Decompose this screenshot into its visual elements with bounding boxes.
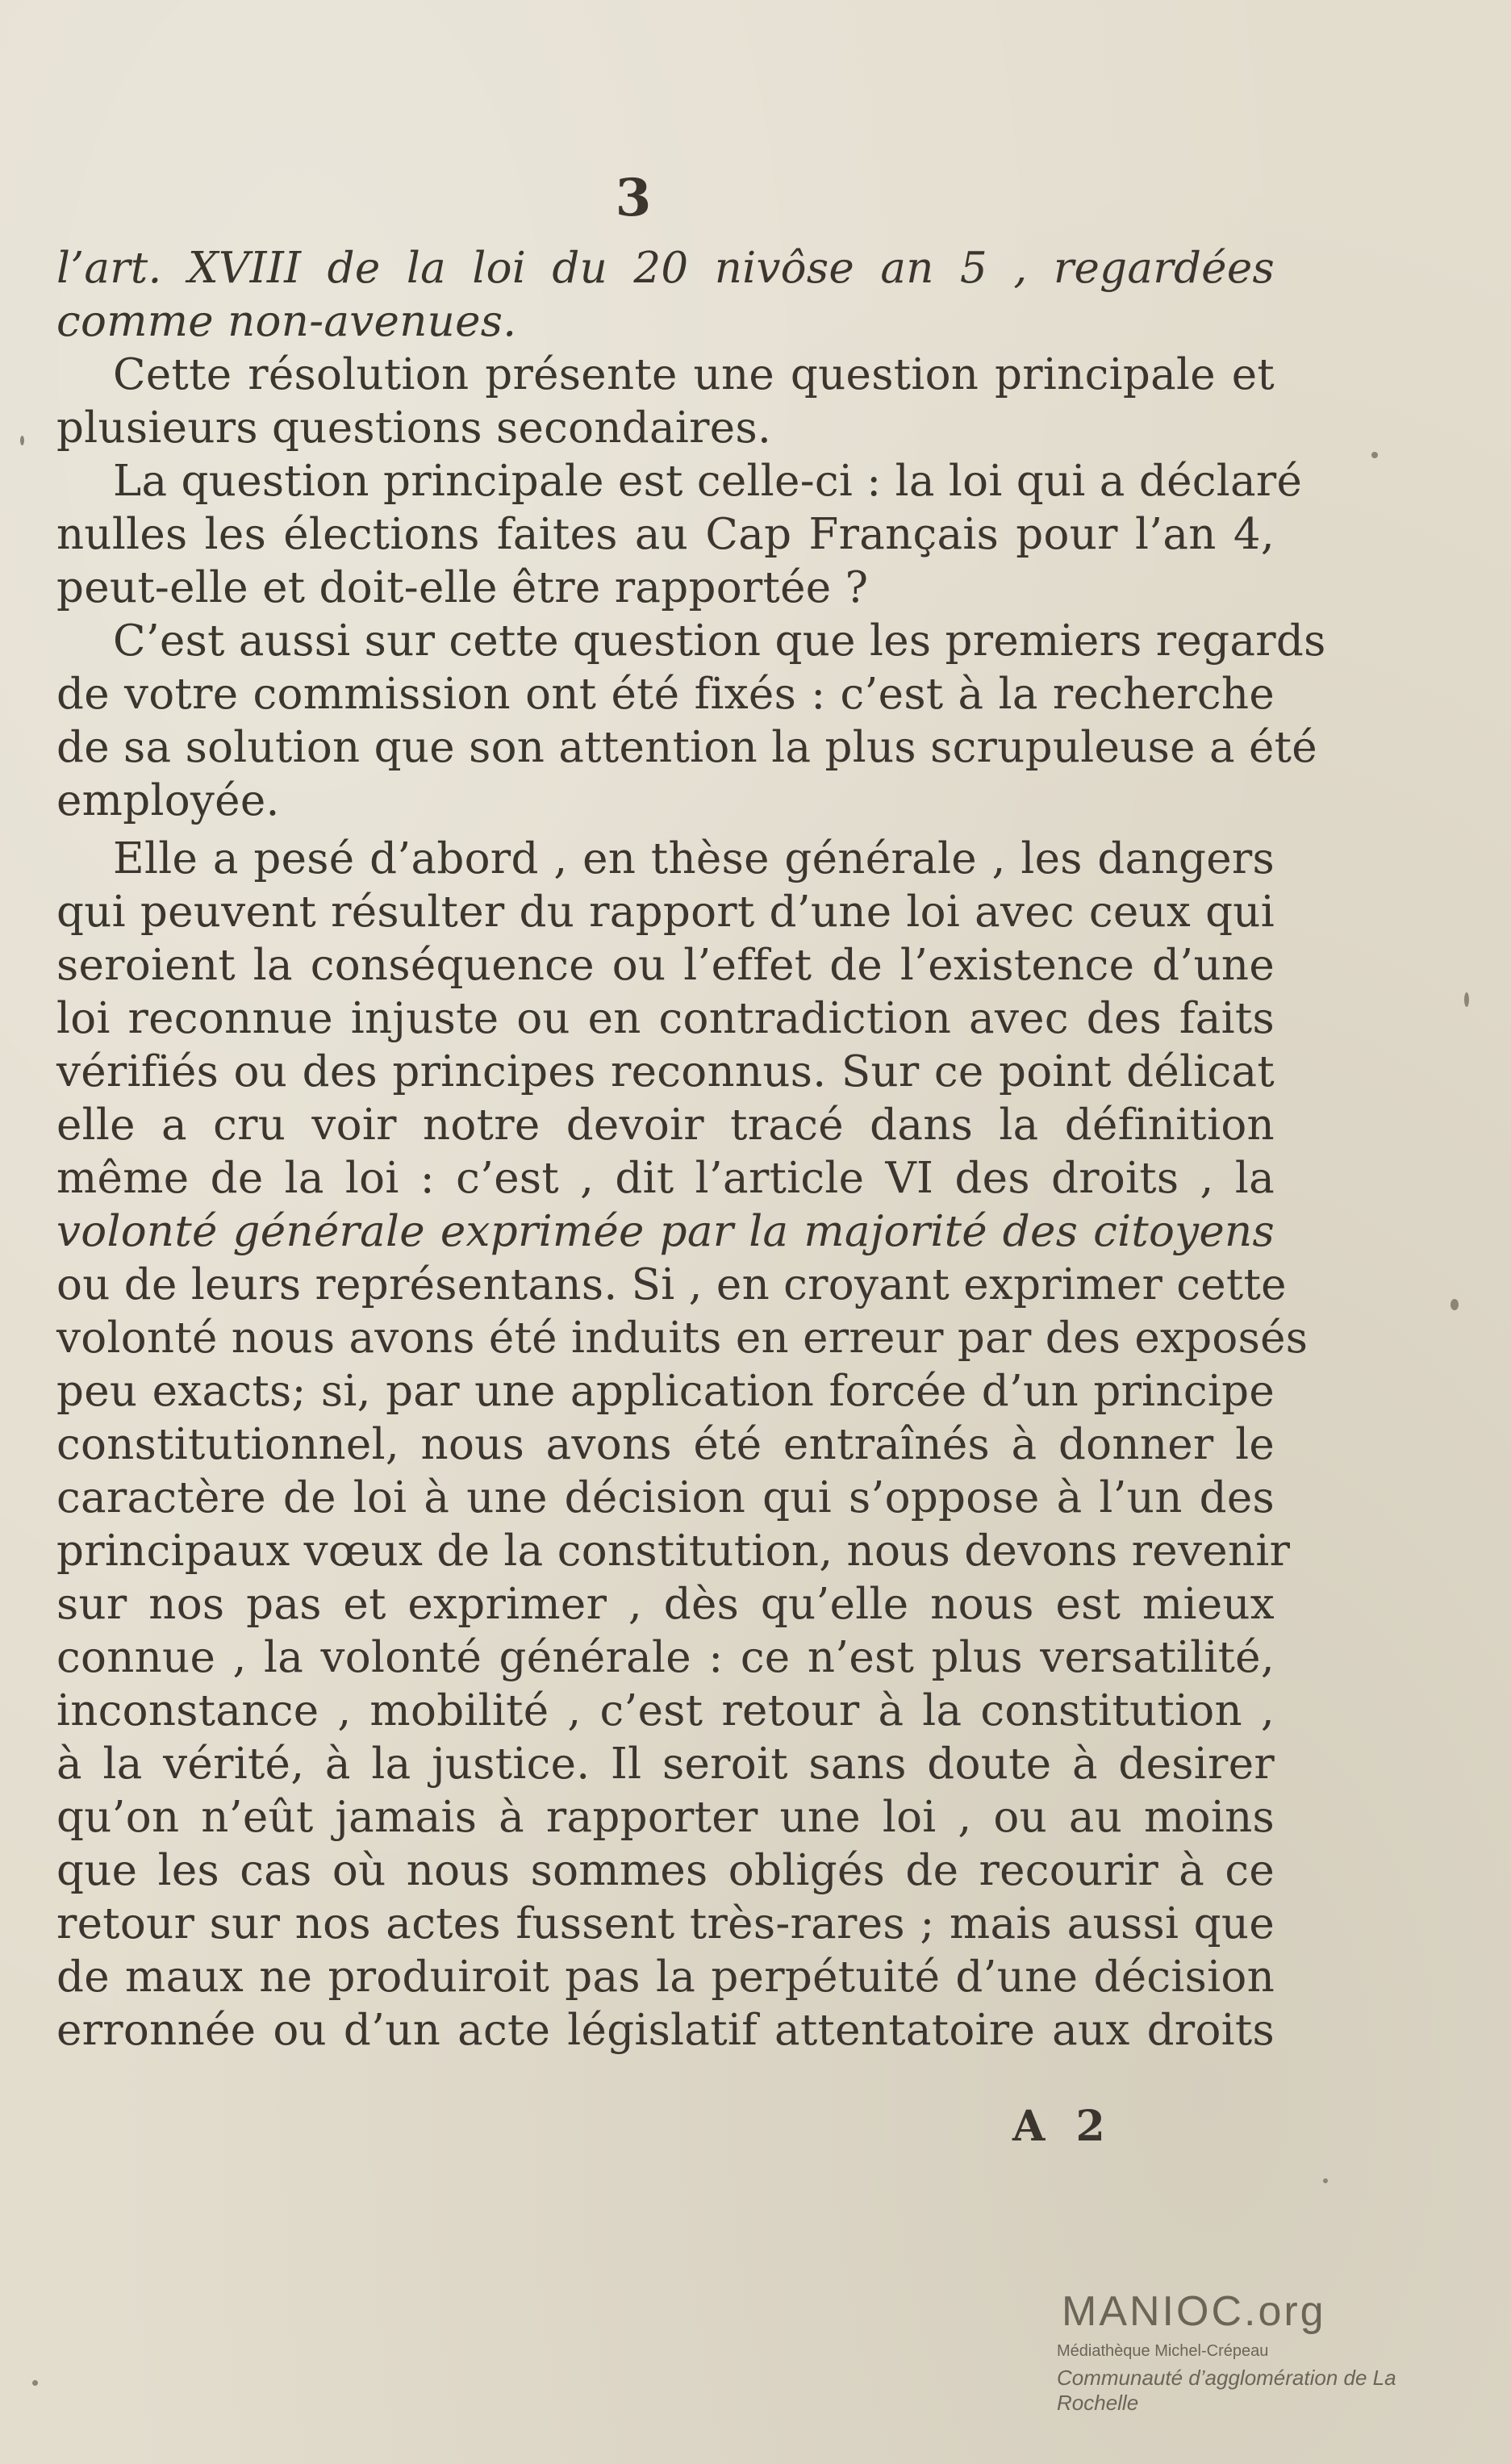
watermark-community: Communauté d’agglomération de La Rochelle xyxy=(1057,2366,1396,2415)
text-line: Elle a pesé d’abord , en thèse générale , les dangers xyxy=(113,834,1275,883)
text-line: plusieurs questions secondaires. xyxy=(56,403,772,453)
watermark xyxy=(1057,2287,1476,2416)
text-block xyxy=(56,242,1326,2057)
text-line: comme non-avenues. xyxy=(56,297,517,346)
text-line: constitutionnel, nous avons été entraînés à donner le xyxy=(56,1420,1275,1469)
watermark-brand: MANIOC.org xyxy=(1062,2288,1326,2335)
paper-speck xyxy=(32,2380,38,2386)
text-line: caractère de loi à une décision qui s’oppose à l’un des xyxy=(56,1473,1275,1522)
text-line: peut-elle et doit-elle être rapportée ? xyxy=(56,563,869,612)
paper-speck xyxy=(1323,2178,1328,2183)
text-line: principaux vœux de la constitution, nous devons revenir xyxy=(56,1526,1291,1576)
text-line: qui peuvent résulter du rapport d’une loi avec ceux qui xyxy=(56,887,1275,937)
signature-mark: A 2 xyxy=(1012,2102,1113,2151)
text-line: inconstance , mobilité , c’est retour à la constitution , xyxy=(56,1686,1275,1735)
paper-speck xyxy=(1450,1299,1459,1310)
text-line: vérifiés ou des principes reconnus. Sur ce point délicat xyxy=(56,1047,1275,1096)
text-line: nulles les élections faites au Cap Français pour l’an 4, xyxy=(56,510,1275,559)
text-line: La question principale est celle-ci : la loi qui a déclaré xyxy=(113,457,1303,506)
text-line: loi reconnue injuste ou en contradiction avec des faits xyxy=(56,994,1275,1043)
watermark-library: Médiathèque Michel-Crépeau xyxy=(1057,2342,1269,2360)
text-line: seroient la conséquence ou l’effet de l’existence d’une xyxy=(56,941,1275,990)
text-line: volonté nous avons été induits en erreur par des exposés xyxy=(56,1313,1309,1363)
text-line: de sa solution que son attention la plus scrupuleuse a été xyxy=(56,723,1317,772)
text-line: l’art. XVIII de la loi du 20 nivôse an 5 , regardées xyxy=(56,244,1275,293)
text-line: qu’on n’eût jamais à rapporter une loi , ou au moins xyxy=(56,1793,1275,1842)
paper-speck xyxy=(20,436,24,445)
paper-speck xyxy=(1371,452,1378,458)
text-line: employée. xyxy=(56,776,280,825)
text-line: de votre commission ont été fixés : c’est à la recherche xyxy=(56,670,1275,719)
text-line: retour sur nos actes fussent très-rares ; mais aussi que xyxy=(56,1899,1275,1948)
text-line: connue , la volonté générale : ce n’est plus versatilité, xyxy=(56,1633,1275,1682)
text-line: ou de leurs représentans. Si , en croyant exprimer cette xyxy=(56,1260,1287,1309)
text-line: sur nos pas et exprimer , dès qu’elle nous est mieux xyxy=(56,1580,1275,1629)
text-line: de maux ne produiroit pas la perpétuité d’une décision xyxy=(56,1952,1275,2002)
page-number: 3 xyxy=(615,168,652,228)
text-line: à la vérité, à la justice. Il seroit sans doute à desirer xyxy=(56,1739,1275,1789)
text-line: volonté générale exprimée par la majorité des citoyens xyxy=(56,1207,1275,1256)
text-line: erronnée ou d’un acte législatif attentatoire aux droits xyxy=(56,2006,1275,2055)
text-line: Cette résolution présente une question principale et xyxy=(113,350,1275,399)
text-line: elle a cru voir notre devoir tracé dans la définition xyxy=(56,1100,1275,1150)
text-line: peu exacts; si, par une application forcée d’un principe xyxy=(56,1367,1275,1416)
paper-speck xyxy=(1464,992,1469,1007)
text-line: C’est aussi sur cette question que les premiers regards xyxy=(113,616,1326,666)
text-line: que les cas où nous sommes obligés de recourir à ce xyxy=(56,1846,1275,1895)
text-line: même de la loi : c’est , dit l’article VI des droits , la xyxy=(56,1154,1275,1203)
